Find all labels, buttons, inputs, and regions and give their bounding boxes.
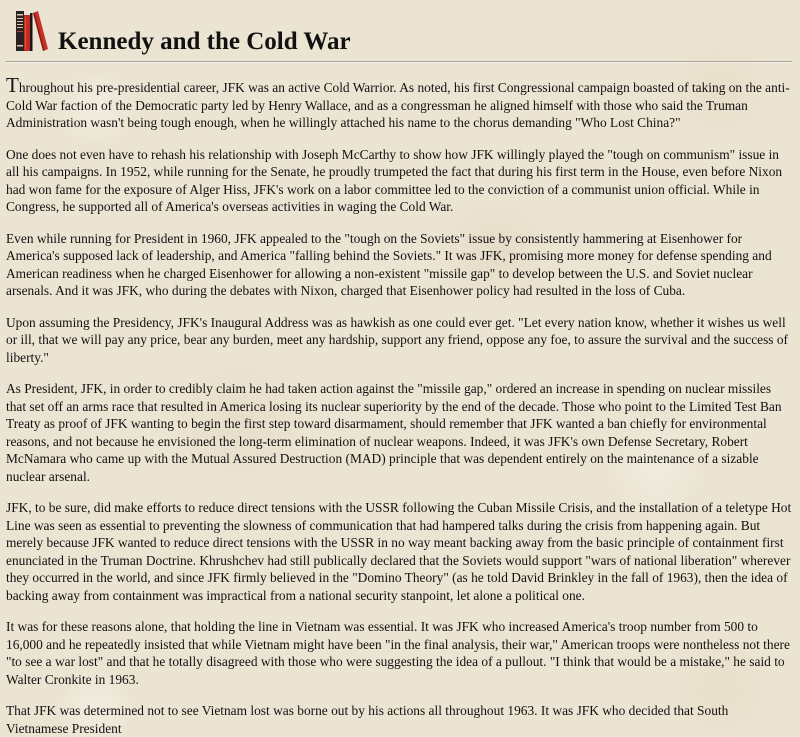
drop-cap: T (6, 73, 19, 97)
header-divider (6, 61, 792, 63)
paragraph-8: That JFK was determined not to see Vietnam lost was borne out by his actions all throughout 1963. It was JFK who decided that South Vietnamese President (6, 703, 729, 736)
page-title: Kennedy and the Cold War (58, 28, 351, 55)
paragraph-1 (6, 75, 792, 132)
paragraph-7: It was for these reasons alone, that holding the line in Vietnam was essential. It was JFK who increased America's troop number from 500 to 16,000 and he repeatedly insisted that while Vietnam might have been "in the final analysis, their war," American troops were nontheless not there "to see a war lost" and that he totally disagreed with those who were suggesting the idea of a pullout. "I think that would be a mistake," he said to Walter Cronkite in 1963. (6, 619, 790, 687)
paragraph-5: As President, JFK, in order to credibly claim he had taken action against the "missile gap," ordered an increase in spending on nuclear missiles that set off an arms race that resulted in America losing its nuclear superiority by the end of the decade. Those who point to the Limited Test Ban Treaty as proof of JFK wanting to begin the first step toward disarmament, should remember that JFK wanted a ban chiefly for environmental reasons, and not because he envisioned the long-term elimination of nuclear weapons. Indeed, it was JFK's own Defense Secretary, Robert McNamara who came up with the Mutual Assured Destruction (MAD) principle that was dependent entirely on the maintenance of a sizable nuclear arsenal. (6, 381, 782, 484)
paragraph-3: Even while running for President in 1960, JFK appealed to the "tough on the Soviets" issue by consistently hammering at Eisenhower for America's supposed lack of leadership, and America "falling behind the Soviets." It was JFK, promising more money for defense spending and American readiness when he charged Eisenhower for allowing a non-existent "missile gap" to develop between the U.S. and Soviet nuclear arsenals. And it was JFK, who during the debates with Nixon, charged that Eisenhower policy had resulted in the loss of Cuba. (6, 230, 772, 298)
paragraph-2: One does not even have to rehash his relationship with Joseph McCarthy to show how JFK willingly played the "tough on communism" issue in all his campaigns. In 1952, while running for the Senate, he proudly trumpeted the fact that during his first term in the House, even before Nixon had won fame for the exposure of Alger Hiss, JFK's work on a labor committee led to the conviction of a communist union official. While in Congress, he supported all of America's overseas activities in waging the Cold War. (6, 146, 783, 214)
paragraph-4: Upon assuming the Presidency, JFK's Inaugural Address was as hawkish as one could ever get. "Let every nation know, whether it wishes us well or ill, that we will pay any price, bear any burden, meet any hardship, support any friend, oppose any foe, to assure the survival and the success of liberty." (6, 314, 789, 365)
paragraph-1-text: hroughout his pre-presidential career, JFK was an active Cold Warrior. As noted, his first Congressional campaign boasted of taking on the anti-Cold War faction of the Democratic party led by Henry Wallace, and as a congressman he aligned himself with those who said the Truman Administration wasn't being tough enough, when he willingly attached his name to the chorus demanding "Who Lost China?" (6, 80, 790, 130)
article-body (6, 75, 792, 737)
books-icon (14, 9, 50, 53)
paragraph-6: JFK, to be sure, did make efforts to reduce direct tensions with the USSR following the Cuban Missile Crisis, and the installation of a teletype Hot Line was seen as essential to preventing the slowness of communication that had hampered talks during the crisis from happening again. But merely because JFK wanted to reduce direct tensions with the USSR in no way meant backing away from the basic principle of containment first enunciated in the Truman Doctrine. Khrushchev had still publically declared that the Soviets would support "wars of national liberation" wherever they occurred in the world, and since JFK firmly believed in the "Domino Theory" (as he told David Brinkley in the fall of 1963), then the idea of backing away from containment was impractical from a national security stanpoint, let alone a political one. (6, 500, 792, 603)
page-header (6, 0, 792, 57)
